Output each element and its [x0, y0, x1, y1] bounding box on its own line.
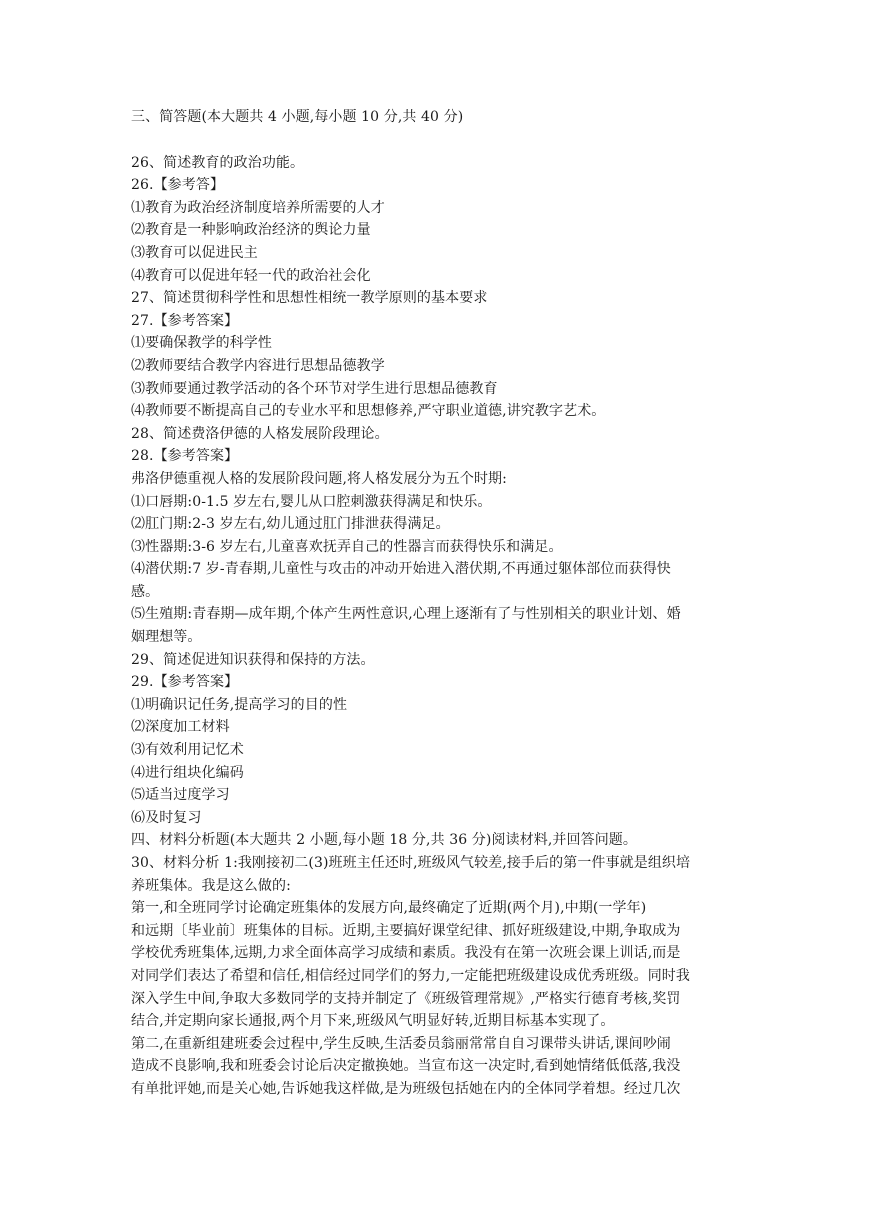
answer-28-intro: 弗洛伊德重视人格的发展阶段问题,将人格发展分为五个时期:	[131, 470, 507, 487]
question-30-line-1: 30、材料分析 1:我刚接初二(3)班班主任还时,班级风气较差,接手后的第一件事就是组织培	[131, 855, 691, 871]
answer-28-item-2: ⑵肛门期:2-3 岁左右,幼儿通过肛门排泄获得满足。	[131, 516, 450, 533]
answer-29-item-6: ⑹及时复习	[131, 809, 202, 826]
answer-29-item-5: ⑸适当过度学习	[131, 787, 230, 804]
question-28: 28、简述费洛伊德的人格发展阶段理论。	[131, 425, 389, 442]
answer-26-heading: 26.【参考答】	[131, 177, 225, 194]
answer-29-item-4: ⑷进行组块化编码	[131, 764, 244, 781]
material-paragraph-2-line-2: 造成不良影响,我和班委会讨论后决定撤换她。当宣布这一决定时,看到她情绪低低落,我没	[131, 1058, 681, 1075]
answer-27-item-3: ⑶教师要通过教学活动的各个环节对学生进行思想品德教育	[131, 380, 498, 397]
question-26: 26、简述教育的政治功能。	[131, 154, 305, 171]
answer-27-heading: 27.【参考答案】	[131, 312, 239, 329]
material-paragraph-1-line-3: 学校优秀班集体,远期,力求全面体高学习成绩和素质。我没有在第一次班会课上训话,而是	[131, 945, 681, 962]
answer-28-item-5-cont: 姻理想等。	[131, 629, 202, 646]
question-29: 29、简述促进知识获得和保持的方法。	[131, 651, 375, 668]
answer-29-item-1: ⑴明确识记任务,提高学习的目的性	[131, 696, 348, 713]
answer-27-item-1: ⑴要确保教学的科学性	[131, 335, 272, 352]
material-paragraph-2-line-3: 有单批评她,而是关心她,告诉她我这样做,是为班级包括她在内的全体同学着想。经过几次	[131, 1080, 681, 1097]
material-paragraph-2-line-1: 第二,在重新组建班委会过程中,学生反映,生活委员翁丽常常自自习课带头讲话,课间吵闹	[131, 1035, 671, 1052]
answer-28-item-1: ⑴口唇期:0-1.5 岁左右,婴儿从口腔刺激获得满足和快乐。	[131, 493, 492, 510]
question-27: 27、简述贯彻科学性和思想性相统一教学原则的基本要求	[131, 290, 488, 307]
document-body	[131, 106, 743, 1101]
material-paragraph-1-line-1: 第一,和全班同学讨论确定班集体的发展方向,最终确定了近期(两个月),中期(一学年)	[131, 900, 647, 917]
answer-28-heading: 28.【参考答案】	[131, 448, 239, 465]
section-title-short-answer: 三、简答题(本大题共 4 小题,每小题 10 分,共 40 分)	[131, 109, 464, 125]
material-paragraph-1-line-4: 对同学们表达了希望和信任,相信经过同学们的努力,一定能把班级建设成优秀班级。同时我	[131, 967, 690, 984]
question-30-line-2: 养班集体。我是这么做的:	[131, 877, 291, 894]
material-paragraph-1-line-2: 和远期〔毕业前〕班集体的目标。近期,主要搞好课堂纪律、抓好班级建设,中期,争取成为	[131, 922, 681, 939]
answer-29-item-3: ⑶有效利用记忆术	[131, 742, 244, 759]
material-paragraph-1-line-5: 深入学生中间,争取大多数同学的支持并制定了《班级管理常规》,严格实行德育考核,奖罚	[131, 990, 681, 1007]
answer-28-item-4: ⑷潜伏期:7 岁-青春期,儿童性与攻击的冲动开始进入潜伏期,不再通过躯体部位而获得快	[131, 561, 671, 578]
answer-27-item-4: ⑷教师要不断提高自己的专业水平和思想修养,严守职业道德,讲究教字艺术。	[131, 403, 606, 420]
section-title-material-analysis: 四、材料分析题(本大题共 2 小题,每小题 18 分,共 36 分)阅读材料,并回答问题。	[131, 832, 638, 849]
material-paragraph-1-line-6: 结合,并定期向家长通报,两个月下来,班级风气明显好转,近期目标基本实现了。	[131, 1013, 615, 1030]
answer-26-item-3: ⑶教育可以促进民主	[131, 244, 258, 261]
answer-27-item-2: ⑵教师要结合教学内容进行思想品德教学	[131, 357, 385, 374]
answer-29-item-2: ⑵深度加工材料	[131, 719, 230, 736]
answer-26-item-2: ⑵教育是一种影响政治经济的舆论力量	[131, 222, 371, 239]
answer-26-item-1: ⑴教育为政治经济制度培养所需要的人才	[131, 199, 385, 216]
answer-28-item-4-cont: 感。	[131, 583, 160, 600]
answer-26-item-4: ⑷教育可以促进年轻一代的政治社会化	[131, 267, 371, 284]
answer-29-heading: 29.【参考答案】	[131, 674, 239, 691]
answer-28-item-5: ⑸生殖期:青春期—成年期,个体产生两性意识,心理上逐渐有了与性别相关的职业计划、婚	[131, 606, 681, 623]
answer-28-item-3: ⑶性器期:3-6 岁左右,儿童喜欢抚弄自己的性器言而获得快乐和满足。	[131, 538, 563, 555]
